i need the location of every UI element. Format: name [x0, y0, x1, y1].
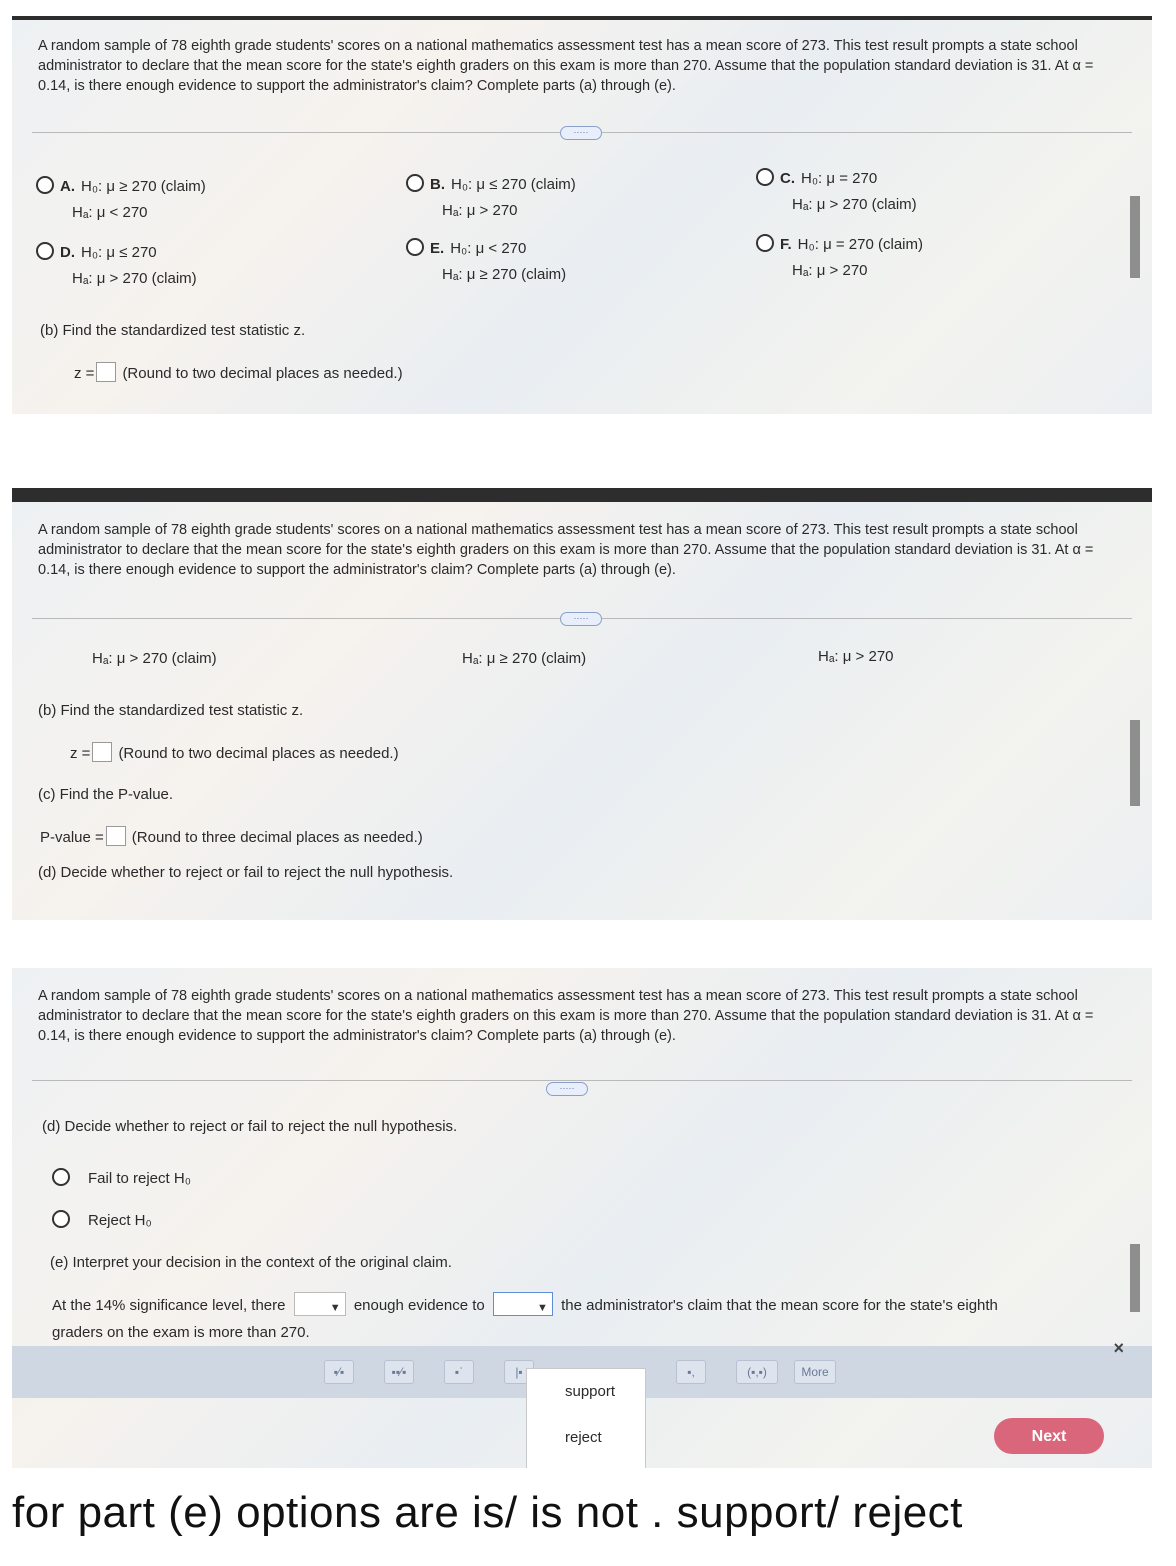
screenshot-3: [12, 968, 1152, 1468]
part-d-label: (d) Decide whether to reject or fail to reject the null hypothesis.: [38, 864, 454, 881]
part-b-label: (b) Find the standardized test statistic z.: [38, 702, 304, 719]
problem-statement: A random sample of 78 eighth grade students' scores on a national mathematics assessment test has a mean score of 273. This test result prompts a state school administrator to declare that the mean score for the state's eighth graders on this exam is more than 270. Assume that the population standard deviation is 31. At α = 0.14, is there enough evidence to support the administrator's claim? Complete parts (a) through (e).: [38, 522, 1094, 578]
divider: [32, 1080, 1132, 1081]
p-value-input[interactable]: [106, 826, 126, 846]
absolute-value-icon[interactable]: |▪: [504, 1360, 534, 1384]
option-f[interactable]: F. H₀: μ = 270 (claim) Hₐ: μ > 270: [756, 232, 923, 284]
z-input[interactable]: [92, 742, 112, 762]
chevron-down-icon: ▼: [329, 1302, 341, 1314]
part-b-row: z = (Round to two decimal places as needed.): [74, 362, 403, 382]
option-d[interactable]: D. H₀: μ ≤ 270 Hₐ: μ > 270 (claim): [36, 240, 197, 292]
option-b[interactable]: B. H₀: μ ≤ 270 (claim) Hₐ: μ > 270: [406, 172, 576, 224]
problem-statement: A random sample of 78 eighth grade students' scores on a national mathematics assessment test has a mean score of 273. This test result prompts a state school administrator to declare that the mean score for the state's eighth graders on this exam is more than 270. Assume that the population standard deviation is 31. At α = 0.14, is there enough evidence to support the administrator's claim? Complete parts (a) through (e).: [38, 988, 1094, 1044]
part-c-label: (c) Find the P-value.: [38, 786, 174, 803]
part-d-label: (d) Decide whether to reject or fail to reject the null hypothesis.: [42, 1118, 458, 1135]
z-input[interactable]: [96, 362, 116, 382]
mixed-fraction-icon[interactable]: ▪▪⁄▪: [384, 1360, 414, 1384]
part-e-label: (e) Interpret your decision in the context of the original claim.: [50, 1254, 452, 1271]
scrollbar-thumb[interactable]: [1130, 720, 1140, 806]
radio-icon[interactable]: [406, 174, 424, 192]
option-c[interactable]: C. H₀: μ = 270 Hₐ: μ > 270 (claim): [756, 166, 917, 218]
problem-statement: A random sample of 78 eighth grade students' scores on a national mathematics assessment test has a mean score of 273. This test result prompts a state school administrator to declare that the mean score for the state's eighth graders on this exam is more than 270. Assume that the population standard deviation is 31. At α = 0.14, is there enough evidence to support the administrator's claim? Complete parts (a) through (e).: [38, 38, 1094, 94]
radio-icon[interactable]: [52, 1168, 70, 1186]
chevron-down-icon: ▼: [537, 1302, 548, 1314]
expand-more-button[interactable]: ·····: [560, 126, 602, 140]
option-a[interactable]: A. H₀: μ ≥ 270 (claim) Hₐ: μ < 270: [36, 174, 206, 226]
ha-option-f: Hₐ: μ > 270: [818, 648, 894, 665]
dropdown-option-reject[interactable]: reject: [565, 1429, 602, 1446]
ha-option-e: Hₐ: μ ≥ 270 (claim): [462, 650, 587, 667]
part-b-label: (b) Find the standardized test statistic z.: [40, 322, 306, 339]
ordered-pair-icon[interactable]: (▪,▪): [736, 1360, 778, 1384]
expand-more-button[interactable]: ·····: [560, 612, 602, 626]
screenshot-1: [12, 16, 1152, 414]
radio-icon[interactable]: [756, 234, 774, 252]
part-e-sentence: At the 14% significance level, there ▼ enough evidence to ▼ the administrator's claim that the mean score for the state's eighth: [52, 1292, 998, 1318]
radio-icon[interactable]: [36, 176, 54, 194]
scrollbar-thumb[interactable]: [1130, 1244, 1140, 1312]
is-isnot-select[interactable]: [294, 1292, 346, 1316]
part-e-sentence-line2: graders on the exam is more than 270.: [52, 1324, 310, 1341]
decimal-icon[interactable]: ▪,: [676, 1360, 706, 1384]
part-b-row: z = (Round to two decimal places as needed.): [70, 742, 399, 762]
option-e[interactable]: E. H₀: μ < 270 Hₐ: μ ≥ 270 (claim): [406, 236, 566, 288]
part-c-row: P-value = (Round to three decimal places as needed.): [40, 826, 423, 846]
support-reject-dropdown[interactable]: [526, 1368, 646, 1468]
fail-to-reject-option[interactable]: Fail to reject H₀: [52, 1168, 191, 1187]
dropdown-option-support[interactable]: support: [565, 1383, 616, 1400]
support-reject-select[interactable]: [493, 1292, 553, 1316]
radio-icon[interactable]: [52, 1210, 70, 1228]
more-icon[interactable]: More: [794, 1360, 836, 1384]
ha-option-d: Hₐ: μ > 270 (claim): [92, 650, 217, 667]
reject-option[interactable]: Reject H₀: [52, 1210, 152, 1229]
exponent-icon[interactable]: ▪ˈ: [444, 1360, 474, 1384]
scrollbar-thumb[interactable]: [1130, 196, 1140, 278]
fraction-icon[interactable]: ▪⁄▪: [324, 1360, 354, 1384]
radio-icon[interactable]: [756, 168, 774, 186]
radio-icon[interactable]: [406, 238, 424, 256]
next-button[interactable]: Next: [994, 1418, 1104, 1454]
close-icon[interactable]: ×: [1113, 1338, 1124, 1358]
screenshot-2: [12, 488, 1152, 920]
caption-text: for part (e) options are is/ is not . support/ reject: [12, 1488, 963, 1537]
expand-more-button[interactable]: ·····: [546, 1082, 588, 1096]
radio-icon[interactable]: [36, 242, 54, 260]
